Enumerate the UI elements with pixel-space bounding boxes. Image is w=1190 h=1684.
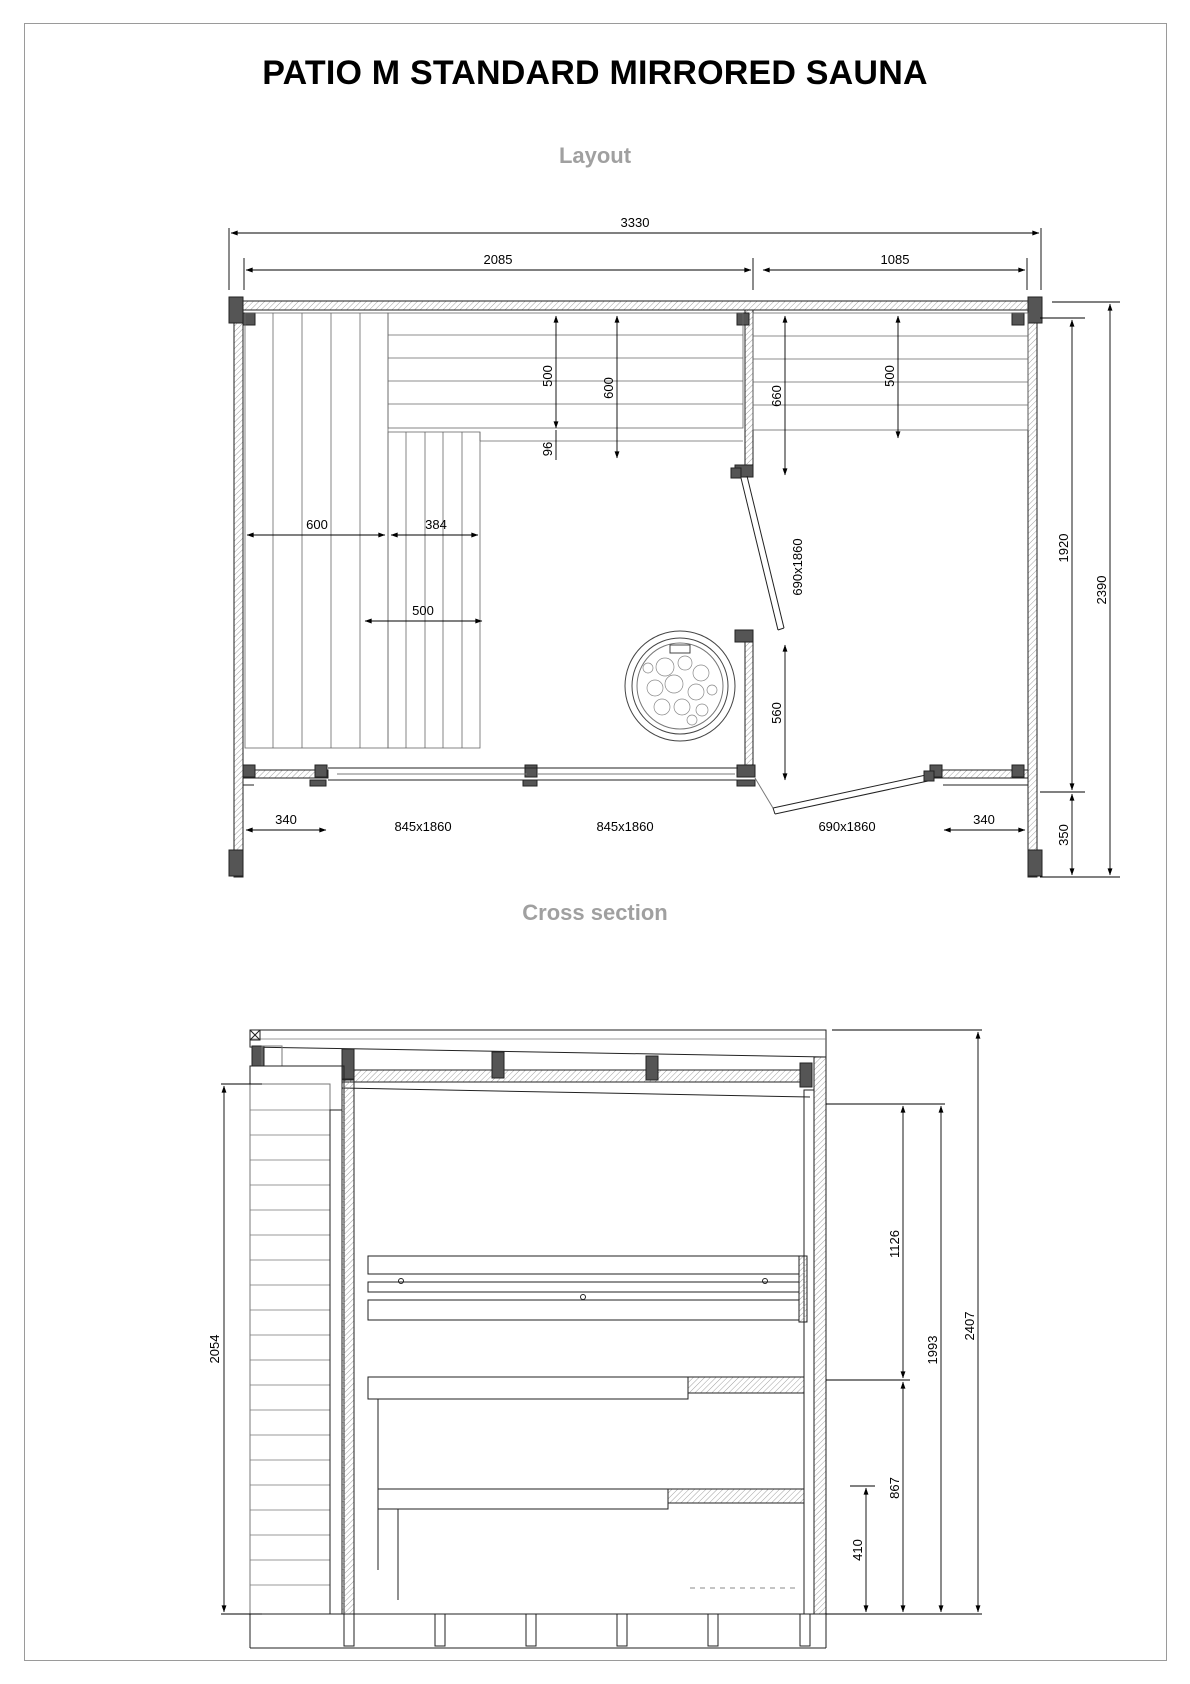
cross-dimension-lines (221, 1030, 982, 1614)
step-bench (388, 432, 480, 748)
roof (250, 1030, 826, 1057)
dim-porch-right: 340 (973, 812, 995, 827)
dim-partition-upper: 660 (769, 385, 784, 407)
roof-beam-box (262, 1046, 282, 1066)
dim-window-2: 845x1860 (596, 819, 654, 834)
dim-left-bench-width: 600 (306, 517, 328, 532)
dim-overall-depth: 2390 (1094, 575, 1109, 605)
lower-bench-support (668, 1489, 804, 1503)
partition-wall-upper (745, 310, 753, 465)
upper-bench-seat (368, 1377, 688, 1399)
cross-section-heading: Cross section (522, 900, 668, 925)
corner-posts (229, 297, 1042, 876)
dim-right-bench-depth: 500 (882, 365, 897, 387)
layout-heading: Layout (558, 143, 632, 168)
dim-left-section: 2085 (483, 252, 513, 267)
dim-upper-bench-height: 1126 (887, 1230, 902, 1258)
page-title: PATIO M STANDARD MIRRORED SAUNA (262, 54, 928, 92)
partition-wall-lower (745, 640, 753, 770)
dim-partition-lower: 560 (769, 702, 784, 724)
dim-overall-width: 3330 (620, 215, 650, 230)
dim-step-gap: 96 (540, 441, 555, 457)
dim-right-height: 1920 (1056, 533, 1071, 563)
right-wall (1028, 301, 1037, 877)
back-bench (388, 313, 743, 441)
dim-window-1: 845x1860 (394, 819, 452, 834)
dim-front-door: 690x1860 (818, 819, 876, 834)
dim-interior-height: 1993 (925, 1335, 940, 1365)
inner-right-wall (804, 1090, 814, 1614)
dim-bench-top-depth: 500 (540, 365, 555, 387)
ceiling (342, 1070, 812, 1082)
dim-step-width: 384 (425, 517, 447, 532)
left-cladding-boards (250, 1110, 330, 1585)
backrest-middle (368, 1282, 799, 1292)
dim-bench-top-offset: 600 (601, 377, 616, 399)
floor-joists (344, 1614, 810, 1646)
dim-left-height: 2054 (207, 1334, 222, 1364)
upper-bench-support (688, 1377, 804, 1393)
dim-porch-depth: 350 (1056, 824, 1071, 846)
inner-left-wall (342, 1080, 354, 1614)
dim-right-section: 1085 (880, 252, 910, 267)
right-outer-wall (814, 1057, 826, 1614)
backrest-top (368, 1256, 799, 1274)
layout-plan (229, 297, 1042, 877)
cross-section-view (250, 1030, 826, 1648)
cross-dimension-labels (207, 1230, 977, 1561)
top-wall (234, 301, 1037, 310)
dim-total-height: 2407 (962, 1311, 977, 1341)
glass-door-partition (731, 468, 784, 630)
glass-panel (330, 1110, 342, 1614)
front-door (755, 771, 934, 814)
heater-icon (625, 631, 735, 741)
dim-middle-bench-height: 867 (887, 1477, 902, 1499)
dim-lower-bench-depth: 500 (412, 603, 434, 618)
backrest-bottom (368, 1300, 799, 1320)
lower-bench-seat (378, 1489, 668, 1509)
left-cladding (250, 1084, 330, 1614)
left-wall (234, 301, 243, 877)
dim-porch-left: 340 (275, 812, 297, 827)
dim-glass-door: 690x1860 (790, 538, 805, 596)
dim-lower-bench-height: 410 (850, 1539, 865, 1561)
